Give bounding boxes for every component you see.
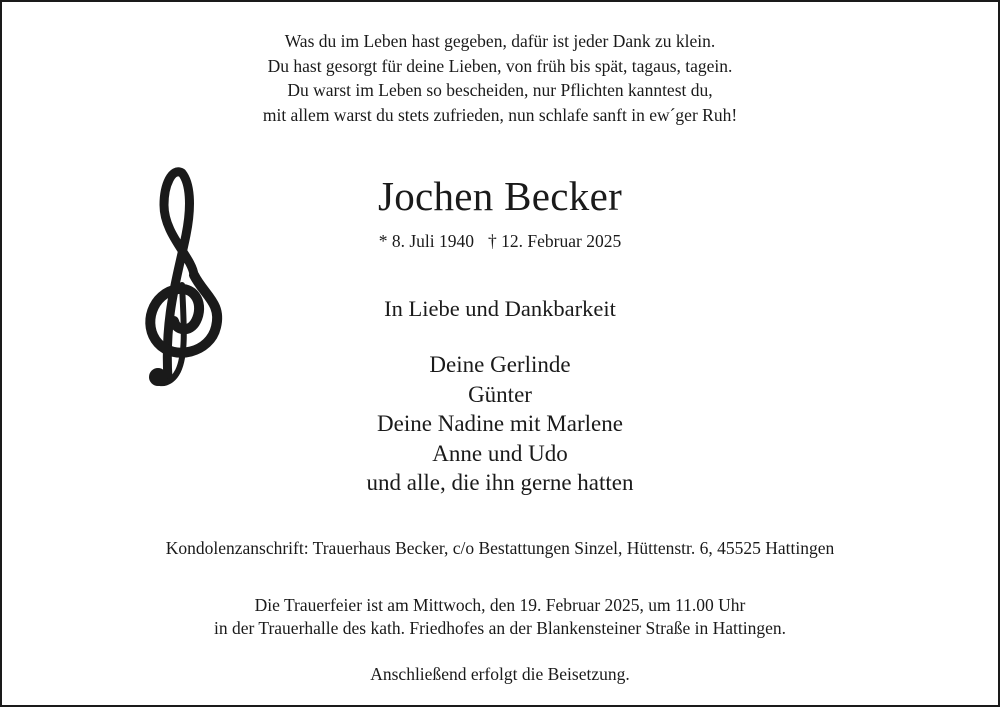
deceased-name: Jochen Becker: [377, 173, 623, 219]
death-date: † 12. Februar 2025: [488, 231, 622, 251]
ceremony-line: Die Trauerfeier ist am Mittwoch, den 19. Februar 2025, um 11.00 Uhr: [254, 595, 746, 615]
mourner-line: Anne und Udo: [432, 440, 568, 466]
memorial-poem: [2, 29, 998, 127]
mourner-line: Deine Gerlinde: [429, 352, 571, 377]
poem-line: mit allem warst du stets zufrieden, nun schlafe sanft in ew´ger Ruh!: [262, 104, 738, 125]
mourner-line: Deine Nadine mit Marlene: [377, 411, 623, 436]
mourners-list: [2, 350, 998, 498]
mourner-line: Günter: [468, 381, 532, 407]
poem-line: Du warst im Leben so bescheiden, nur Pflichten kanntest du,: [287, 80, 713, 101]
burial-note: Anschließend erfolgt die Beisetzung.: [370, 664, 630, 684]
ceremony-line: in der Trauerhalle des kath. Friedhofes an der Blankensteiner Straße in Hattingen.: [214, 617, 786, 638]
mourner-line: und alle, die ihn gerne hatten: [366, 470, 634, 495]
condolence-address: Kondolenzanschrift: Trauerhaus Becker, c/o Bestattungen Sinzel, Hüttenstr. 6, 45525 Hattingen: [165, 538, 835, 558]
funeral-service-info: [2, 594, 998, 639]
poem-line: Du hast gesorgt für deine Lieben, von früh bis spät, tagaus, tagein.: [267, 55, 733, 76]
birth-date: * 8. Juli 1940: [378, 231, 475, 251]
life-dates: [2, 228, 998, 254]
poem-line: Was du im Leben hast gegeben, dafür ist jeder Dank zu klein.: [284, 31, 716, 51]
gratitude-line: In Liebe und Dankbarkeit: [384, 296, 616, 321]
